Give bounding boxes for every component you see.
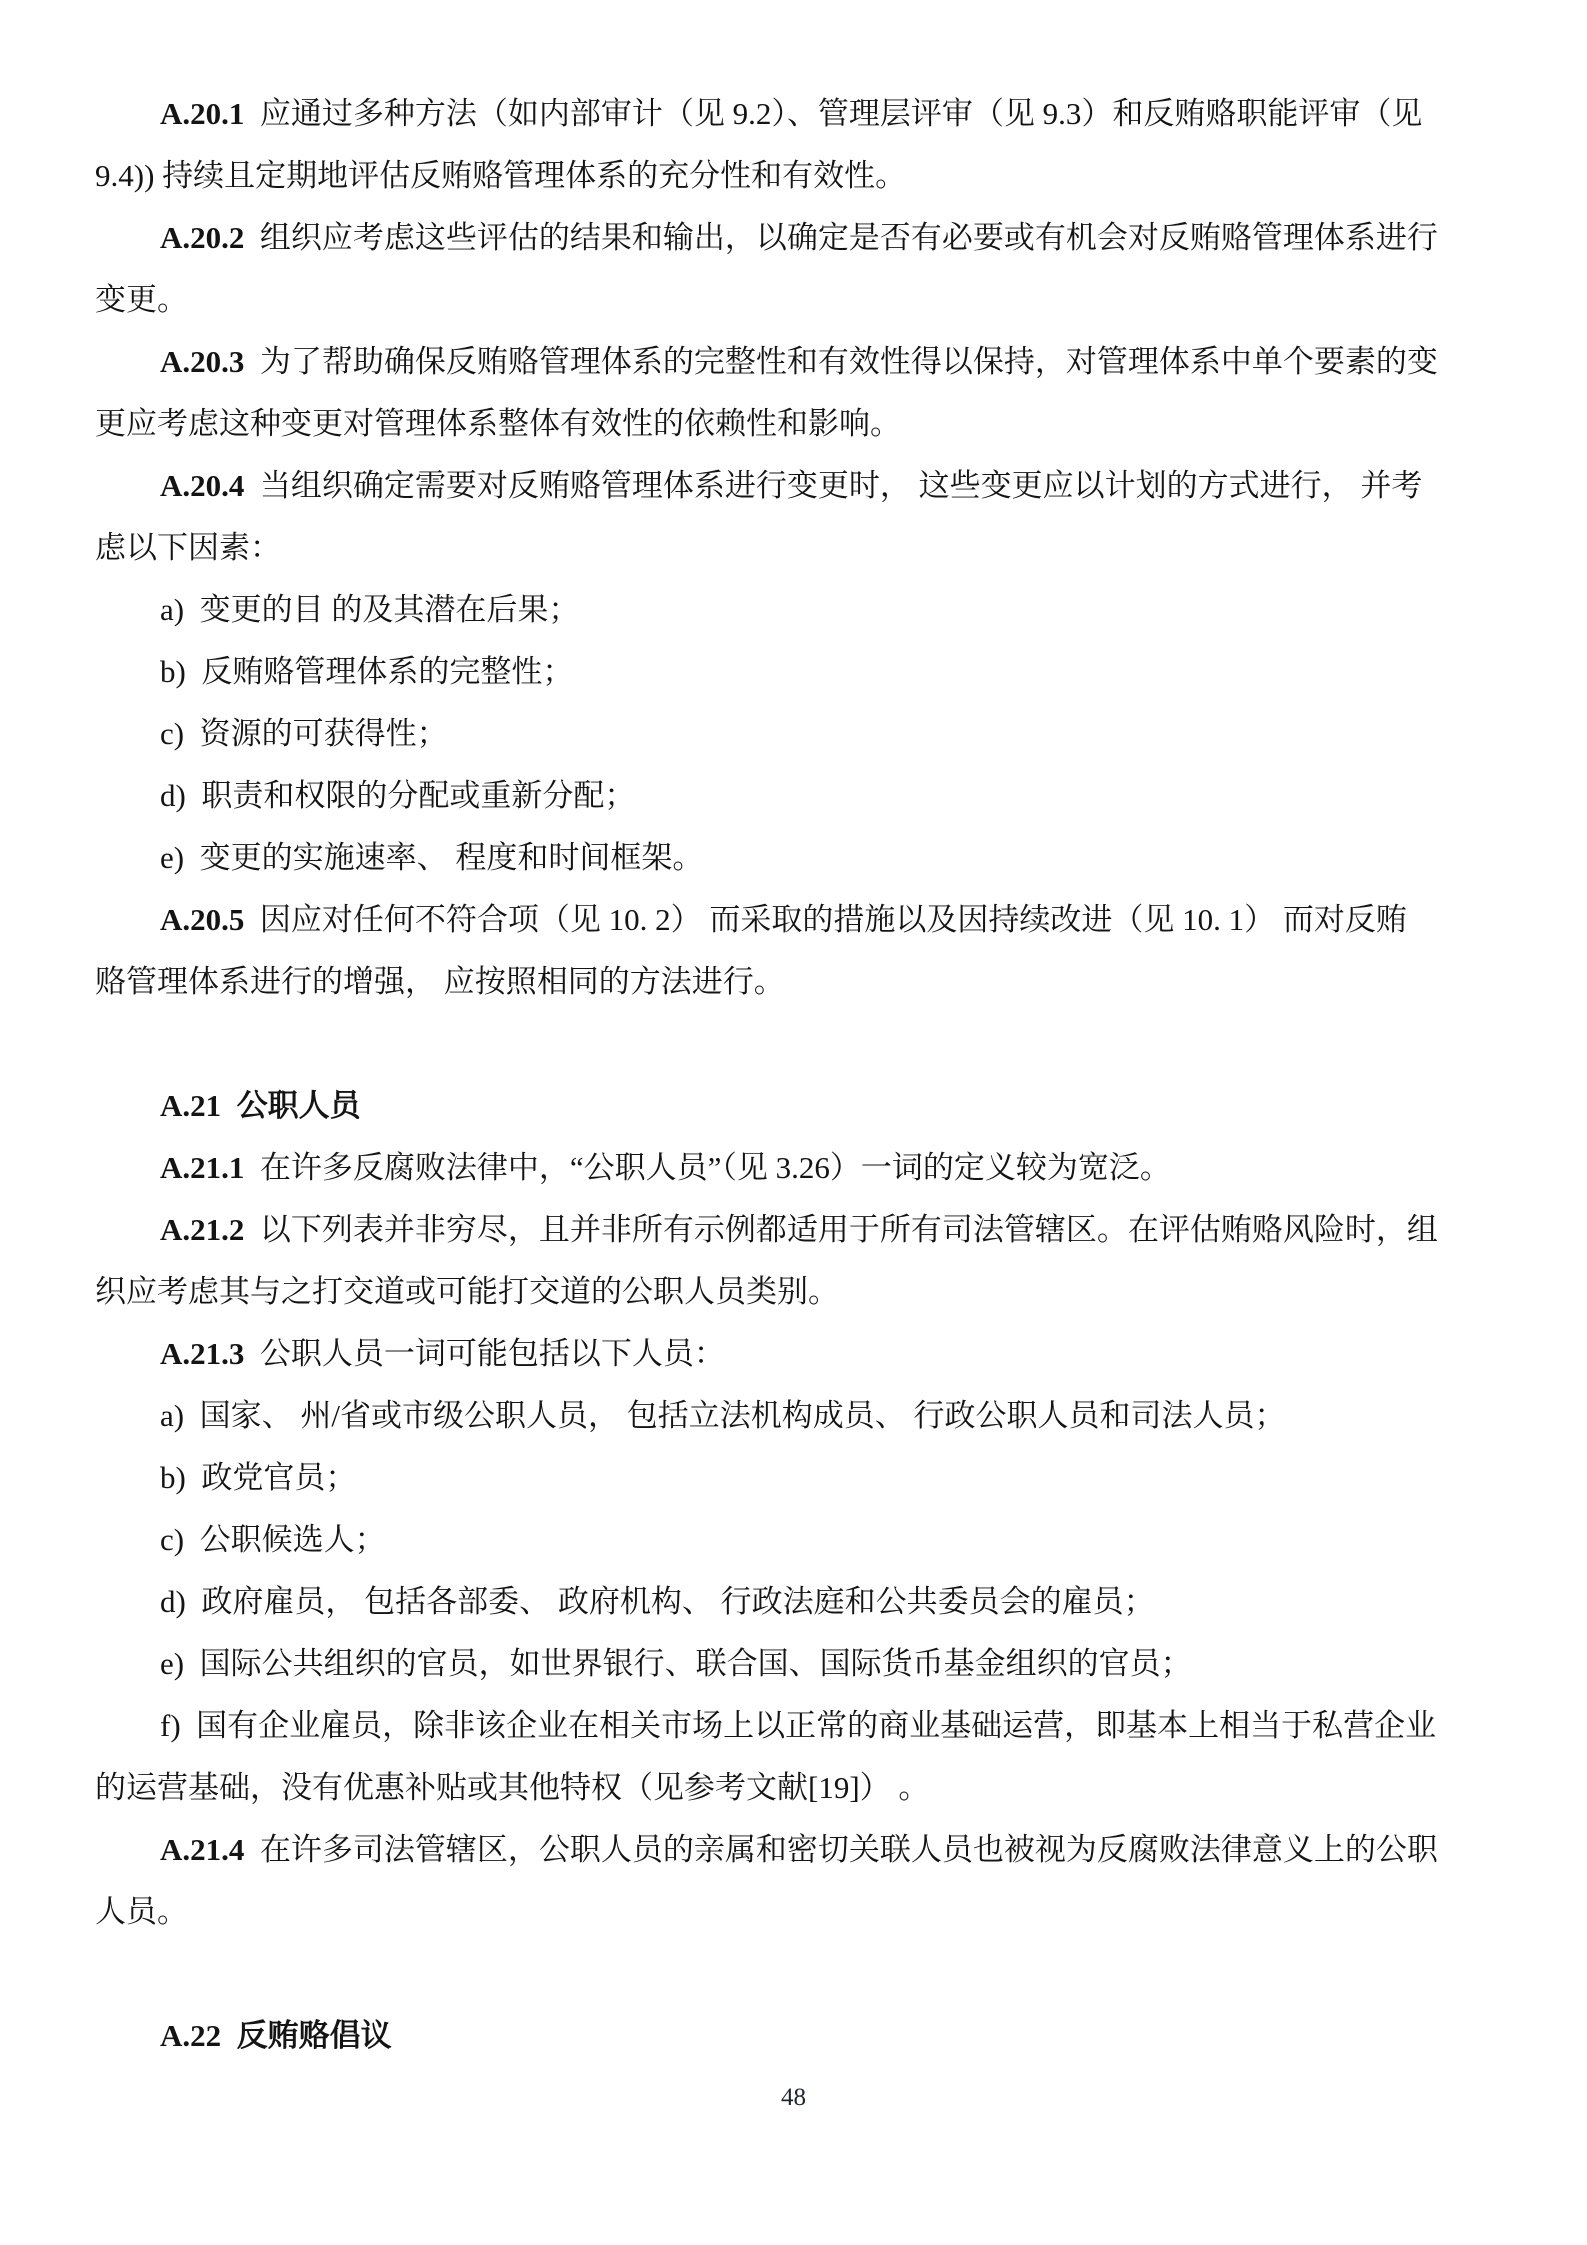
text-line: a) 国家、 州/省或市级公职人员， 包括立法机构成员、 行政公职人员和司法人员； (160, 1398, 1286, 1433)
text-line: A.21.1 在许多反腐败法律中，“公职人员”（见 3.26）一词的定义较为宽泛。 (160, 1150, 1171, 1185)
paragraph-label: A.20.2 (160, 220, 245, 255)
text-line: 更应考虑这种变更对管理体系整体有效性的依赖性和影响。 (95, 406, 901, 441)
paragraph (95, 1819, 1493, 1943)
paragraph-label: A.21.4 (160, 1832, 245, 1867)
text-line (95, 2005, 1493, 2067)
list-marker: f) (160, 1708, 181, 1743)
list-item (95, 1447, 1493, 1509)
paragraph-label: A.20.5 (160, 902, 245, 937)
list-item (95, 641, 1493, 703)
text-line: A.21.2 以下列表并非穷尽，且并非所有示例都适用于所有司法管辖区。在评估贿赂风险时，组 (160, 1212, 1438, 1247)
text-line: 变更。 (95, 282, 188, 317)
list-item (95, 827, 1493, 889)
list-item (95, 1509, 1493, 1571)
text-line: A.20.4 当组织确定需要对反贿赂管理体系进行变更时， 这些变更应以计划的方式进行， 并考 (160, 468, 1423, 503)
paragraph (95, 1137, 1493, 1199)
text-line: b) 政党官员； (160, 1460, 357, 1495)
text-line: A.21.3 公职人员一词可能包括以下人员： (160, 1336, 725, 1371)
text-line: d) 政府雇员， 包括各部委、 政府机构、 行政法庭和公共委员会的雇员； (160, 1584, 1155, 1619)
list-item (95, 579, 1493, 641)
paragraph (95, 1199, 1493, 1323)
paragraph-label: A.20.3 (160, 344, 245, 379)
text-line: d) 职责和权限的分配或重新分配； (160, 778, 636, 813)
list-marker: d) (160, 1584, 186, 1619)
text-line: c) 公职候选人； (160, 1522, 386, 1557)
paragraph (95, 83, 1493, 207)
heading-text: 公职人员 (236, 1088, 361, 1123)
heading-label: A.22 (160, 2018, 222, 2053)
list-item (95, 1633, 1493, 1695)
text-line: c) 资源的可获得性； (160, 716, 448, 751)
list-marker: c) (160, 716, 185, 751)
paragraph (95, 889, 1493, 1013)
text-line: A.20.1 应通过多种方法（如内部审计（见 9.2）、管理层评审（见 9.3）和反贿赂职能评审（见 (160, 96, 1423, 131)
paragraph (95, 331, 1493, 455)
list-marker: e) (160, 1646, 185, 1681)
text-line: 织应考虑其与之打交道或可能打交道的公职人员类别。 (95, 1274, 839, 1309)
paragraph (95, 207, 1493, 331)
document-body (95, 83, 1493, 2067)
page-number: 48 (781, 2084, 806, 2111)
list-marker: b) (160, 654, 186, 689)
text-line (95, 1075, 1493, 1137)
paragraph (95, 455, 1493, 579)
list-marker: d) (160, 778, 186, 813)
heading-text: 反贿赂倡议 (236, 2018, 392, 2053)
paragraph (95, 1323, 1493, 1385)
list-item (95, 703, 1493, 765)
list-item (95, 1385, 1493, 1447)
text-line: b) 反贿赂管理体系的完整性； (160, 654, 574, 689)
text-line: f) 国有企业雇员，除非该企业在相关市场上以正常的商业基础运营，即基本上相当于私营企业 (160, 1708, 1437, 1743)
list-marker: c) (160, 1522, 185, 1557)
paragraph-label: A.21.2 (160, 1212, 245, 1247)
text-line: A.20.5 因应对任何不符合项（见 10. 2） 而采取的措施以及因持续改进（见 10. 1） 而对反贿 (160, 902, 1407, 937)
paragraph-label: A.20.1 (160, 96, 245, 131)
list-marker: b) (160, 1460, 186, 1495)
paragraph-label: A.21.1 (160, 1150, 245, 1185)
text-line: 9.4)) 持续且定期地评估反贿赂管理体系的充分性和有效性。 (95, 158, 907, 193)
text-line: a) 变更的目 的及其潜在后果； (160, 592, 580, 627)
heading-label: A.21 (160, 1088, 222, 1123)
paragraph-label: A.21.3 (160, 1336, 245, 1371)
text-line: 的运营基础，没有优惠补贴或其他特权（见参考文献[19]） 。 (95, 1770, 930, 1805)
text-line: 人员。 (95, 1894, 188, 1929)
list-marker: a) (160, 592, 185, 627)
text-line: e) 变更的实施速率、 程度和时间框架。 (160, 840, 704, 875)
paragraph-label: A.20.4 (160, 468, 245, 503)
section-heading (95, 2005, 1493, 2067)
text-line: 虑以下因素： (95, 530, 281, 565)
text-line: A.21.4 在许多司法管辖区，公职人员的亲属和密切关联人员也被视为反腐败法律意义上的公职 (160, 1832, 1438, 1867)
list-item (95, 1695, 1493, 1819)
text-line: A.20.3 为了帮助确保反贿赂管理体系的完整性和有效性得以保持，对管理体系中单个要素的变 (160, 344, 1438, 379)
text-line: A.20.2 组织应考虑这些评估的结果和输出，以确定是否有必要或有机会对反贿赂管理体系进行 (160, 220, 1438, 255)
list-marker: a) (160, 1398, 185, 1433)
text-line: 赂管理体系进行的增强， 应按照相同的方法进行。 (95, 964, 785, 999)
blank-line (95, 1013, 1493, 1075)
text-line: e) 国际公共组织的官员，如世界银行、联合国、国际货币基金组织的官员； (160, 1646, 1192, 1681)
section-heading (95, 1075, 1493, 1137)
blank-line (95, 1943, 1493, 2005)
list-item (95, 1571, 1493, 1633)
list-item (95, 765, 1493, 827)
list-marker: e) (160, 840, 185, 875)
